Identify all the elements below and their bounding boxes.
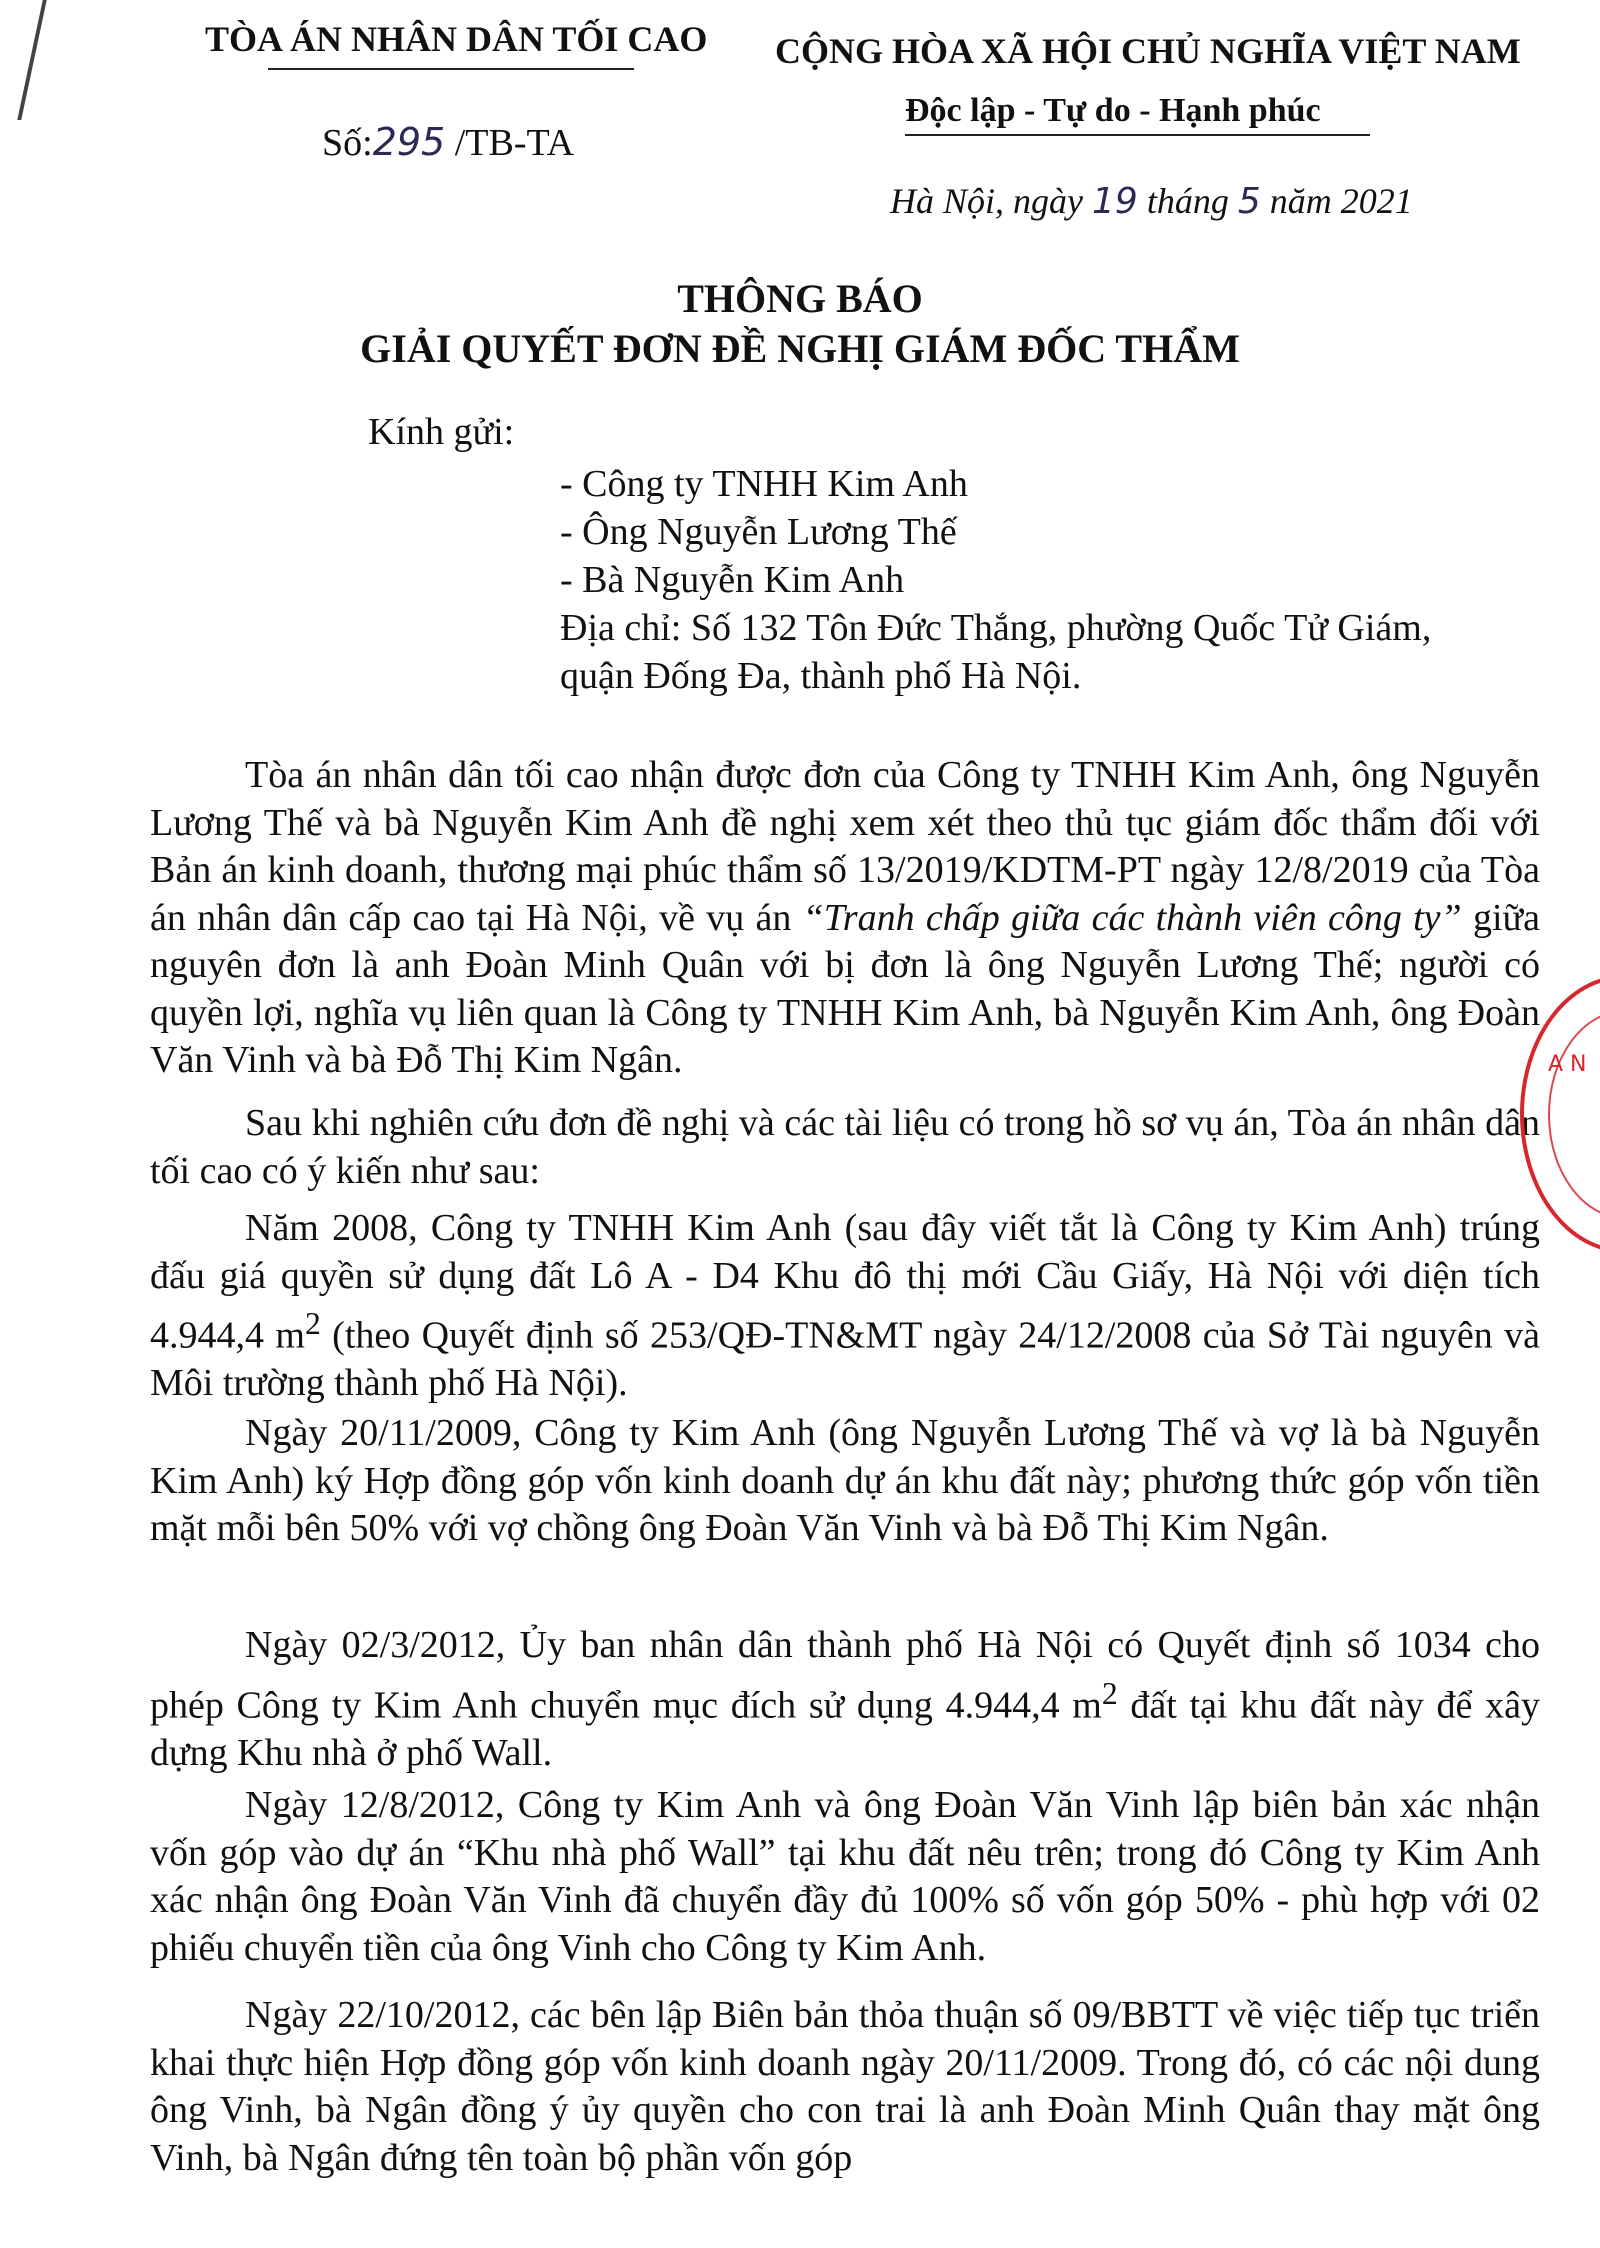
area-unit-superscript: 2 — [304, 1306, 321, 1341]
paragraph-5-text-b: đất tại khu đất này để xây dựng Khu nhà ở phố Wall. — [150, 1684, 1540, 1774]
paragraph-3-text-b: (theo Quyết định số 253/QĐ-TN&MT ngày 24/12/2008 của Sở Tài nguyên và Môi trường thành phố Hà Nội). — [150, 1314, 1540, 1405]
recipient-item: - Ông Nguyễn Lương Thế — [560, 511, 957, 553]
paragraph-1-text-b: giữa nguyên đơn là anh Đoàn Minh Quân với bị đơn là ông Nguyễn Lương Thế; người có quyền lợi, nghĩa vụ liên quan là Công ty TNHH Kim Anh, bà Nguyễn Kim Anh, ông Đoàn Văn Vinh và bà Đỗ Thị Kim Ngân. — [150, 896, 1540, 1081]
country-name: CỘNG HÒA XÃ HỘI CHỦ NGHĨA VIỆT NAM — [775, 31, 1521, 71]
paragraph-5 — [150, 1622, 1540, 1777]
scan-edge-mark — [0, 0, 47, 120]
motto-underline — [905, 134, 1370, 136]
recipient-item: - Bà Nguyễn Kim Anh — [560, 559, 905, 601]
paragraph-1 — [150, 752, 1540, 1085]
greeting: Kính gửi: — [368, 411, 515, 453]
paragraph-5-text-a: Ngày 02/3/2012, Ủy ban nhân dân thành phố Hà Nội có Quyết định số 1034 cho phép Công ty Kim Anh chuyển mục đích sử dụng 4.944,4 m — [150, 1624, 1540, 1727]
date-year: năm 2021 — [1269, 181, 1413, 221]
number-suffix: /TB-TA — [454, 122, 575, 164]
number-prefix: Số: — [322, 122, 373, 164]
date-month: 5 — [1237, 181, 1261, 222]
case-name-italic: “Tranh chấp giữa các thành viên công ty” — [802, 896, 1462, 939]
paragraph-4 — [150, 1410, 1540, 1553]
document-subtitle: GIẢI QUYẾT ĐƠN ĐỀ NGHỊ GIÁM ĐỐC THẨM — [360, 326, 1240, 371]
document-date — [890, 180, 1413, 222]
date-month-label: tháng — [1146, 181, 1229, 221]
paragraph-6-text: Ngày 12/8/2012, Công ty Kim Anh và ông Đoàn Văn Vinh lập biên bản xác nhận vốn góp vào dự án “Khu nhà phố Wall” tại khu đất nêu trên; trong đó Công ty Kim Anh xác nhận ông Đoàn Văn Vinh đã chuyển đầy đủ 100% số vốn góp 50% - phù hợp với 02 phiếu chuyển tiền của ông Vinh cho Công ty Kim Anh. — [150, 1784, 1540, 1969]
recipient-item: - Công ty TNHH Kim Anh — [560, 463, 968, 505]
document-number — [322, 120, 574, 165]
area-unit-superscript: 2 — [1101, 1675, 1118, 1711]
document-title: THÔNG BÁO — [677, 276, 923, 321]
paragraph-3 — [150, 1205, 1540, 1408]
paragraph-4-text: Ngày 20/11/2009, Công ty Kim Anh (ông Nguyễn Lương Thế và vợ là bà Nguyễn Kim Anh) ký Hợp đồng góp vốn kinh doanh dự án khu đất này; phương thức góp vốn tiền mặt mỗi bên 50% với vợ chồng ông Đoàn Văn Vinh và bà Đỗ Thị Kim Ngân. — [150, 1412, 1540, 1549]
recipient-address-line2: quận Đống Đa, thành phố Hà Nội. — [560, 655, 1082, 697]
recipient-address-line1: Địa chỉ: Số 132 Tôn Đức Thắng, phường Quốc Tử Giám, — [560, 607, 1432, 649]
paragraph-1-text-a: Tòa án nhân dân tối cao nhận được đơn của Công ty TNHH Kim Anh, ông Nguyễn Lương Thế và bà Nguyễn Kim Anh đề nghị xem xét theo thủ tục giám đốc thẩm đối với Bản án kinh doanh, thương mại phúc thẩm số 13/2019/KDTM-PT ngày 12/8/2019 của Tòa án nhân dân cấp cao tại Hà Nội, về vụ án — [150, 754, 1540, 939]
national-motto: Độc lập - Tự do - Hạnh phúc — [905, 92, 1321, 129]
paragraph-7 — [150, 1992, 1540, 2182]
court-name-underline — [268, 68, 634, 70]
stamp-text: A N — [1548, 1052, 1587, 1077]
paragraph-2 — [150, 1100, 1540, 1195]
paragraph-6 — [150, 1782, 1540, 1972]
court-name: TÒA ÁN NHÂN DÂN TỐI CAO — [205, 19, 708, 59]
number-value: 295 — [372, 120, 446, 164]
paragraph-7-text: Ngày 22/10/2012, các bên lập Biên bản thỏa thuận số 09/BBTT về việc tiếp tục triển khai thực hiện Hợp đồng góp vốn kinh doanh ngày 20/11/2009. Trong đó, có các nội dung ông Vinh, bà Ngân đồng ý ủy quyền cho con trai là anh Đoàn Minh Quân thay mặt ông Vinh, bà Ngân đứng tên toàn bộ phần vốn góp — [150, 1994, 1540, 2179]
paragraph-2-text: Sau khi nghiên cứu đơn đề nghị và các tài liệu có trong hồ sơ vụ án, Tòa án nhân dân tối cao có ý kiến như sau: — [150, 1102, 1540, 1192]
date-place: Hà Nội, ngày — [890, 181, 1083, 221]
date-day: 19 — [1092, 181, 1138, 222]
paragraph-3-text-a: Năm 2008, Công ty TNHH Kim Anh (sau đây viết tắt là Công ty Kim Anh) trúng đấu giá quyền sử dụng đất Lô A - D4 Khu đô thị mới Cầu Giấy, Hà Nội với diện tích 4.944,4 m — [150, 1207, 1540, 1357]
